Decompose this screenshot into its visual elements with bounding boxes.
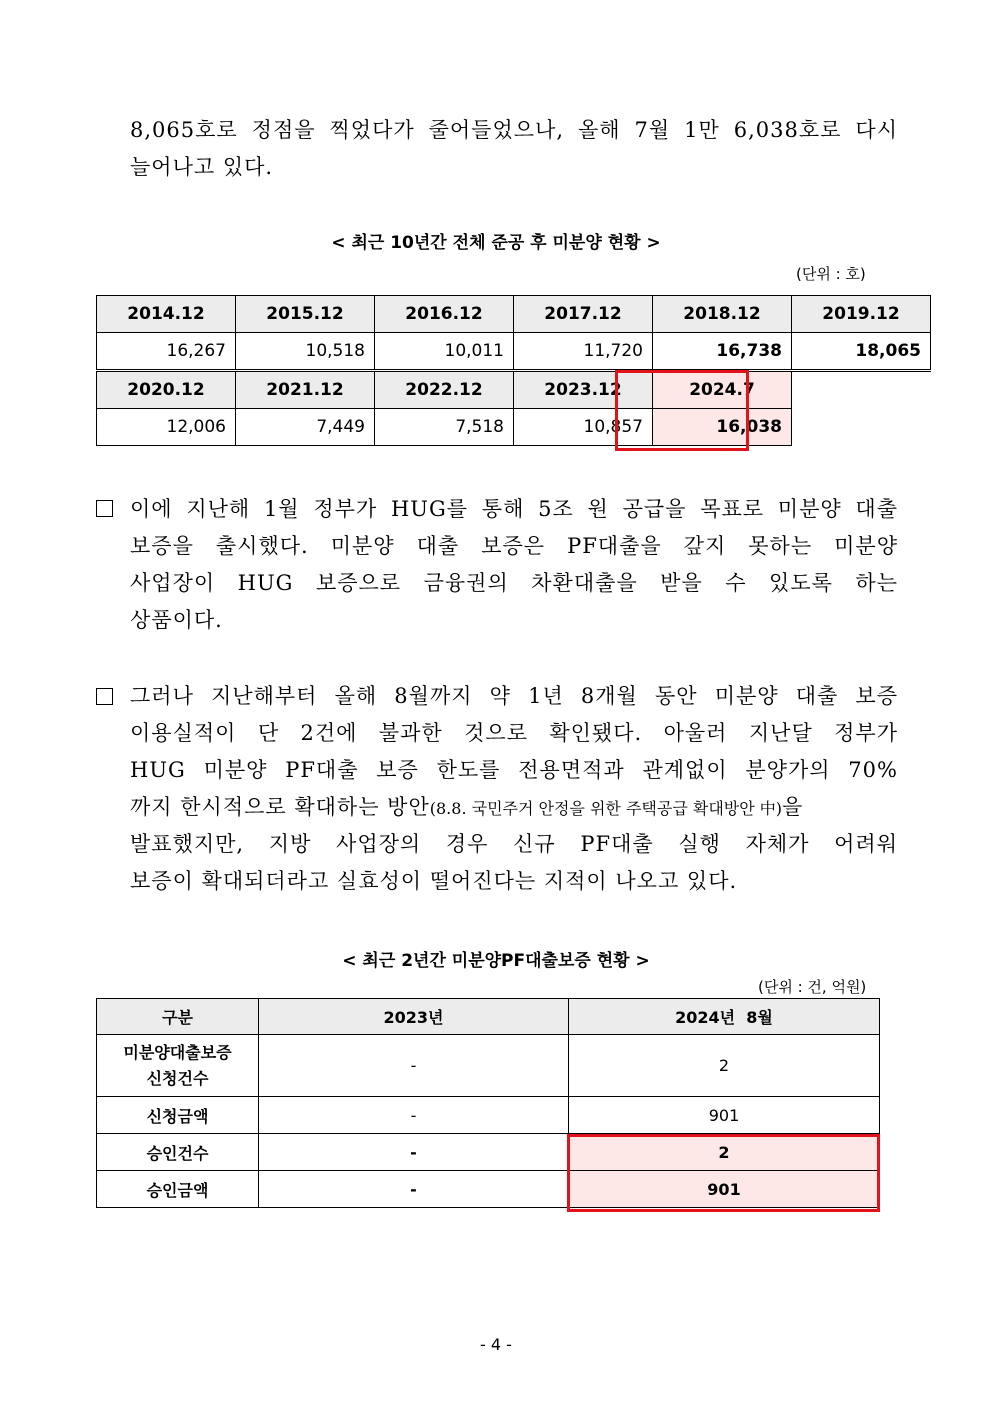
paragraph-line: 발표했지만, 지방 사업장의 경우 신규 PF대출 실행 자체가 어려워: [130, 832, 898, 856]
value-cell: 2: [569, 1035, 880, 1097]
value-cell-highlighted: 2: [569, 1134, 880, 1171]
row-label: [97, 1035, 259, 1097]
year-header: 2018.12: [653, 296, 792, 333]
paragraph-text: 을: [782, 795, 804, 819]
highlight-box: [567, 1134, 880, 1212]
value-cell: -: [259, 1171, 569, 1208]
table1-unit: (단위 : 호): [796, 265, 866, 283]
year-header: 2021.12: [236, 371, 375, 409]
column-header: 2024년 8월: [569, 999, 880, 1035]
year-header: 2015.12: [236, 296, 375, 333]
value-cell: -: [259, 1097, 569, 1134]
count-cell: 16,738: [653, 333, 792, 371]
year-header: 2022.12: [375, 371, 514, 409]
count-cell: 10,011: [375, 333, 514, 371]
paragraph-line: 보증이 확대되더라고 실효성이 떨어진다는 지적이 나오고 있다.: [130, 869, 738, 893]
value-cell: -: [259, 1035, 569, 1097]
row-label-line: 미분양대출보증: [123, 1042, 232, 1062]
value-cell-highlighted: 901: [569, 1171, 880, 1208]
checkbox-bullet-icon: [96, 500, 113, 517]
count-cell: 11,720: [514, 333, 653, 371]
paragraph-line: 보증을 출시했다. 미분양 대출 보증은 PF대출을 갚지 못하는 미분양: [130, 534, 898, 558]
year-header: 2017.12: [514, 296, 653, 333]
checkbox-bullet-icon: [96, 688, 113, 705]
year-header-highlighted: 2024.7: [653, 371, 792, 409]
empty-cell: [792, 409, 931, 446]
page-number: - 4 -: [480, 1335, 512, 1354]
count-cell: 10,857: [514, 409, 653, 446]
paragraph-line: [130, 788, 898, 826]
value-cell: 901: [569, 1097, 880, 1134]
year-header: 2023.12: [514, 371, 653, 409]
count-cell: 10,518: [236, 333, 375, 371]
year-header: 2020.12: [97, 371, 236, 409]
intro-line: 8,065호로 정점을 찍었다가 줄어들었으나, 올해 7월 1만 6,038호로 다시: [130, 118, 898, 142]
paragraph-note: (8.8. 국민주거 안정을 위한 주택공급 확대방안 中): [429, 799, 783, 818]
year-header: 2019.12: [792, 296, 931, 333]
row-label-line: 신청건수: [146, 1068, 209, 1088]
count-cell: 12,006: [97, 409, 236, 446]
table2-unit: (단위 : 건, 억원): [758, 978, 867, 996]
column-header: 구분: [97, 999, 259, 1035]
row-label: 승인건수: [97, 1134, 259, 1171]
paragraph-line: 이용실적이 단 2건에 불과한 것으로 확인됐다. 아울러 지난달 정부가: [130, 721, 898, 745]
paragraph-line: HUG 미분양 PF대출 보증 한도를 전용면적과 관계없이 분양가의 70%: [130, 758, 898, 782]
count-cell: 18,065: [792, 333, 931, 371]
paragraph-line: 상품이다.: [130, 608, 223, 632]
empty-cell: [792, 371, 931, 409]
column-header: 2023년: [259, 999, 569, 1035]
table2-title: < 최근 2년간 미분양PF대출보증 현황 >: [342, 951, 650, 971]
value-cell: -: [259, 1134, 569, 1171]
year-header: 2014.12: [97, 296, 236, 333]
unfinished-housing-table: [96, 295, 931, 446]
count-cell: 7,449: [236, 409, 375, 446]
paragraph-line: 사업장이 HUG 보증으로 금융권의 차환대출을 받을 수 있도록 하는: [130, 571, 898, 595]
row-label: 신청금액: [97, 1097, 259, 1134]
count-cell-highlighted: 16,038: [653, 409, 792, 446]
count-cell: 16,267: [97, 333, 236, 371]
highlight-box: [615, 370, 749, 451]
paragraph-text: 까지 한시적으로 확대하는 방안: [130, 795, 430, 819]
paragraph-line: 그러나 지난해부터 올해 8월까지 약 1년 8개월 동안 미분양 대출 보증: [130, 684, 898, 708]
year-header: 2016.12: [375, 296, 514, 333]
paragraph-line: 이에 지난해 1월 정부가 HUG를 통해 5조 원 공급을 목표로 미분양 대출: [130, 497, 898, 521]
row-label: 승인금액: [97, 1171, 259, 1208]
count-cell: 7,518: [375, 409, 514, 446]
table1-title: < 최근 10년간 전체 준공 후 미분양 현황 >: [331, 233, 661, 253]
intro-line: 늘어나고 있다.: [130, 155, 274, 179]
